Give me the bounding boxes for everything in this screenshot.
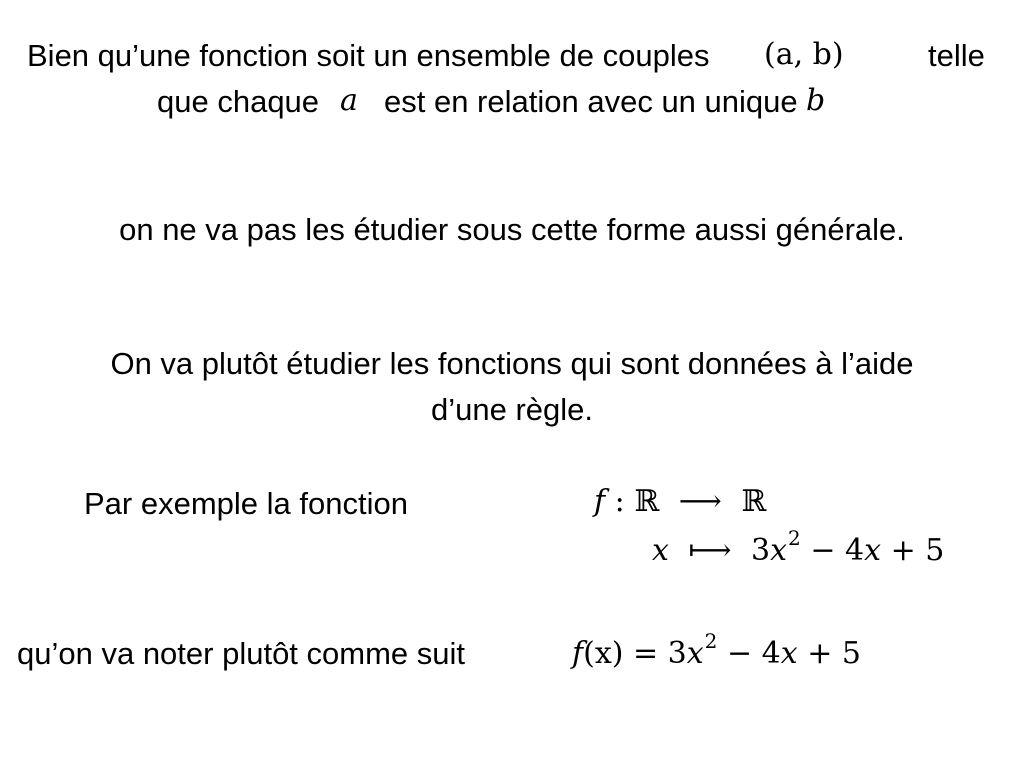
notation-equals: = 3 (632, 636, 687, 671)
math-variable-a: a (340, 83, 358, 118)
math-variable-b: b (806, 83, 826, 118)
domain-set: ℝ (634, 484, 660, 519)
function-name: f (594, 484, 606, 519)
definition-colon: : (614, 484, 625, 519)
rule-constant: + 5 (890, 533, 945, 568)
intro-text-line1: Bien qu’une fonction soit un ensemble de couples (27, 38, 710, 73)
rule-sentence-line2: d’une règle. (430, 392, 593, 427)
rule-coefficient: 3 (751, 533, 771, 568)
maps-to-arrow-icon: ⟼ (688, 533, 732, 568)
rule-linear-term: − 4 (810, 533, 865, 568)
notation-linear-term: − 4 (726, 636, 781, 671)
rule-var-x-linear: x (864, 533, 882, 568)
math-pair-ab: (a, b) (764, 37, 844, 72)
notation-argument: (x) (583, 636, 624, 671)
rule-variable: x (652, 533, 669, 568)
notation-var-x: x (686, 636, 704, 671)
function-rule (652, 526, 945, 569)
notation-constant: + 5 (807, 636, 861, 671)
intro-text-line1-end: telle (928, 38, 985, 73)
rule-var-x: x (770, 533, 788, 568)
notation-exponent: 2 (704, 629, 718, 653)
notation-var-x-linear: x (780, 636, 798, 671)
rule-exponent: 2 (788, 526, 801, 550)
rule-sentence-line1: On va plutôt étudier les fonctions qui sont données à l’aide (110, 346, 914, 381)
intro-text-line2-start: que chaque (157, 84, 320, 119)
codomain-set: ℝ (741, 484, 767, 519)
general-form-sentence: on ne va pas les étudier sous cette forme aussi générale. (119, 212, 905, 247)
example-label: Par exemple la fonction (84, 486, 408, 521)
function-definition (594, 484, 766, 520)
intro-text-line2-end: est en relation avec un unique (384, 84, 798, 119)
function-notation (572, 629, 861, 672)
notation-label: qu’on va noter plutôt comme suit (17, 636, 466, 671)
long-arrow-icon: ⟶ (678, 484, 722, 519)
notation-function-name: f (572, 636, 584, 671)
